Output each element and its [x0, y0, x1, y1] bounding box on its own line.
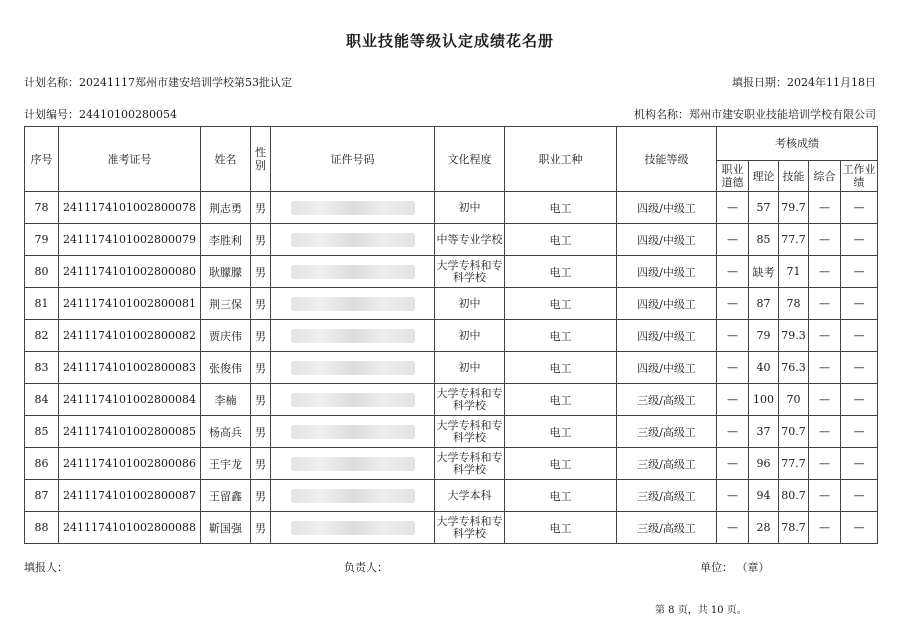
table-row: [25, 416, 878, 448]
comprehensive-cell: —: [809, 192, 841, 224]
ethics-cell: —: [717, 416, 749, 448]
gender-cell: 男: [251, 224, 271, 256]
id-cell-redacted: [271, 480, 435, 512]
gender-cell: 男: [251, 256, 271, 288]
gender-cell: 男: [251, 352, 271, 384]
skill-cell: 77.7: [779, 224, 809, 256]
level-cell: 四级/中级工: [617, 352, 717, 384]
ticket-cell: 2411174101002800079: [59, 224, 201, 256]
job-cell: 电工: [505, 192, 617, 224]
level-cell: 四级/中级工: [617, 192, 717, 224]
table-row: [25, 192, 878, 224]
table-row: [25, 448, 878, 480]
seq-cell: 81: [25, 288, 59, 320]
job-cell: 电工: [505, 256, 617, 288]
education-cell: 大学专科和专科学校: [435, 512, 505, 544]
seq-cell: 84: [25, 384, 59, 416]
work-cell: —: [841, 288, 878, 320]
level-cell: 三级/高级工: [617, 384, 717, 416]
name-cell: 王留鑫: [201, 480, 251, 512]
comprehensive-cell: —: [809, 448, 841, 480]
gender-cell: 男: [251, 320, 271, 352]
redaction-blur: [291, 521, 415, 535]
redaction-blur: [291, 233, 415, 247]
job-cell: 电工: [505, 480, 617, 512]
gender-cell: 男: [251, 448, 271, 480]
header-gender: 性别: [251, 127, 271, 192]
comprehensive-cell: —: [809, 352, 841, 384]
skill-cell: 76.3: [779, 352, 809, 384]
theory-cell: 57: [749, 192, 779, 224]
comprehensive-cell: —: [809, 384, 841, 416]
work-cell: —: [841, 480, 878, 512]
comprehensive-cell: —: [809, 480, 841, 512]
ticket-cell: 2411174101002800085: [59, 416, 201, 448]
seq-cell: 86: [25, 448, 59, 480]
seq-cell: 83: [25, 352, 59, 384]
filler-label: 填报人：: [24, 561, 68, 574]
job-cell: 电工: [505, 416, 617, 448]
comprehensive-cell: —: [809, 288, 841, 320]
job-cell: 电工: [505, 288, 617, 320]
theory-cell: 79: [749, 320, 779, 352]
level-cell: 四级/中级工: [617, 224, 717, 256]
header-ticket: 准考证号: [59, 127, 201, 192]
ticket-cell: 2411174101002800083: [59, 352, 201, 384]
ethics-cell: —: [717, 512, 749, 544]
gender-cell: 男: [251, 288, 271, 320]
header-job: 职业工种: [505, 127, 617, 192]
id-cell-redacted: [271, 224, 435, 256]
job-cell: 电工: [505, 448, 617, 480]
ticket-cell: 2411174101002800088: [59, 512, 201, 544]
seq-cell: 88: [25, 512, 59, 544]
redaction-blur: [291, 297, 415, 311]
redaction-blur: [291, 265, 415, 279]
name-cell: 耿朦朦: [201, 256, 251, 288]
name-cell: 李楠: [201, 384, 251, 416]
plan-number: 计划编号：24410100280054: [24, 108, 177, 121]
work-cell: —: [841, 256, 878, 288]
name-cell: 靳国强: [201, 512, 251, 544]
id-cell-redacted: [271, 192, 435, 224]
skill-cell: 77.7: [779, 448, 809, 480]
comprehensive-cell: —: [809, 256, 841, 288]
ethics-cell: —: [717, 352, 749, 384]
header-seq: 序号: [25, 127, 59, 192]
plan-name: 计划名称：20241117郑州市建安培训学校第53批认定: [24, 76, 292, 89]
theory-cell: 85: [749, 224, 779, 256]
table-row: [25, 384, 878, 416]
name-cell: 张俊伟: [201, 352, 251, 384]
header-scores: 考核成绩: [717, 127, 878, 161]
header-work: 工作业绩: [841, 161, 878, 192]
skill-cell: 79.3: [779, 320, 809, 352]
skill-cell: 79.7: [779, 192, 809, 224]
organization-name: 机构名称：郑州市建安职业技能培训学校有限公司: [634, 108, 876, 121]
ticket-cell: 2411174101002800078: [59, 192, 201, 224]
gender-cell: 男: [251, 480, 271, 512]
seq-cell: 87: [25, 480, 59, 512]
job-cell: 电工: [505, 512, 617, 544]
table-row: [25, 256, 878, 288]
skill-cell: 80.7: [779, 480, 809, 512]
redaction-blur: [291, 489, 415, 503]
seq-cell: 80: [25, 256, 59, 288]
redaction-blur: [291, 425, 415, 439]
id-cell-redacted: [271, 448, 435, 480]
job-cell: 电工: [505, 320, 617, 352]
name-cell: 杨高兵: [201, 416, 251, 448]
skill-cell: 78: [779, 288, 809, 320]
theory-cell: 28: [749, 512, 779, 544]
redaction-blur: [291, 201, 415, 215]
level-cell: 三级/高级工: [617, 416, 717, 448]
page-indicator: 第 8 页，共 10 页。: [655, 605, 747, 616]
education-cell: 初中: [435, 288, 505, 320]
table-row: [25, 480, 878, 512]
document-title: 职业技能等级认定成绩花名册: [345, 32, 554, 50]
job-cell: 电工: [505, 224, 617, 256]
ethics-cell: —: [717, 256, 749, 288]
level-cell: 三级/高级工: [617, 512, 717, 544]
gender-cell: 男: [251, 512, 271, 544]
education-cell: 中等专业学校: [435, 224, 505, 256]
theory-cell: 100: [749, 384, 779, 416]
work-cell: —: [841, 384, 878, 416]
job-cell: 电工: [505, 352, 617, 384]
gender-cell: 男: [251, 192, 271, 224]
gender-cell: 男: [251, 384, 271, 416]
gender-cell: 男: [251, 416, 271, 448]
level-cell: 四级/中级工: [617, 256, 717, 288]
ticket-cell: 2411174101002800081: [59, 288, 201, 320]
ethics-cell: —: [717, 384, 749, 416]
ethics-cell: —: [717, 224, 749, 256]
header-name: 姓名: [201, 127, 251, 192]
table-row: [25, 224, 878, 256]
header-skill: 技能: [779, 161, 809, 192]
header-ethics: 职业道德: [717, 161, 749, 192]
name-cell: 荆三保: [201, 288, 251, 320]
ticket-cell: 2411174101002800080: [59, 256, 201, 288]
theory-cell: 37: [749, 416, 779, 448]
header-education: 文化程度: [435, 127, 505, 192]
work-cell: —: [841, 352, 878, 384]
id-cell-redacted: [271, 512, 435, 544]
id-cell-redacted: [271, 288, 435, 320]
theory-cell: 96: [749, 448, 779, 480]
table-row: [25, 320, 878, 352]
table-row: [25, 512, 878, 544]
table-row: [25, 288, 878, 320]
name-cell: 李胜利: [201, 224, 251, 256]
theory-cell: 缺考: [749, 256, 779, 288]
id-cell-redacted: [271, 384, 435, 416]
work-cell: —: [841, 224, 878, 256]
header-comprehensive: 综合: [809, 161, 841, 192]
skill-cell: 78.7: [779, 512, 809, 544]
education-cell: 大学专科和专科学校: [435, 256, 505, 288]
owner-label: 负责人：: [344, 561, 388, 574]
seq-cell: 78: [25, 192, 59, 224]
ethics-cell: —: [717, 288, 749, 320]
education-cell: 初中: [435, 352, 505, 384]
comprehensive-cell: —: [809, 416, 841, 448]
skill-cell: 70.7: [779, 416, 809, 448]
level-cell: 四级/中级工: [617, 320, 717, 352]
name-cell: 贾庆伟: [201, 320, 251, 352]
education-cell: 大学专科和专科学校: [435, 448, 505, 480]
level-cell: 三级/高级工: [617, 480, 717, 512]
theory-cell: 40: [749, 352, 779, 384]
education-cell: 初中: [435, 320, 505, 352]
ethics-cell: —: [717, 448, 749, 480]
name-cell: 荆志勇: [201, 192, 251, 224]
work-cell: —: [841, 416, 878, 448]
comprehensive-cell: —: [809, 224, 841, 256]
education-cell: 大学专科和专科学校: [435, 416, 505, 448]
education-cell: 初中: [435, 192, 505, 224]
work-cell: —: [841, 512, 878, 544]
unit-label: 单位： （章）: [700, 561, 770, 574]
work-cell: —: [841, 192, 878, 224]
name-cell: 王宇龙: [201, 448, 251, 480]
id-cell-redacted: [271, 416, 435, 448]
job-cell: 电工: [505, 384, 617, 416]
work-cell: —: [841, 448, 878, 480]
ticket-cell: 2411174101002800082: [59, 320, 201, 352]
ethics-cell: —: [717, 192, 749, 224]
redaction-blur: [291, 393, 415, 407]
seq-cell: 79: [25, 224, 59, 256]
ethics-cell: —: [717, 480, 749, 512]
skill-cell: 70: [779, 384, 809, 416]
seq-cell: 85: [25, 416, 59, 448]
redaction-blur: [291, 329, 415, 343]
fill-date: 填报日期：2024年11月18日: [732, 76, 876, 89]
comprehensive-cell: —: [809, 320, 841, 352]
comprehensive-cell: —: [809, 512, 841, 544]
score-roster-table: [24, 126, 878, 544]
education-cell: 大学本科: [435, 480, 505, 512]
id-cell-redacted: [271, 352, 435, 384]
ticket-cell: 2411174101002800086: [59, 448, 201, 480]
table-row: [25, 352, 878, 384]
work-cell: —: [841, 320, 878, 352]
ethics-cell: —: [717, 320, 749, 352]
education-cell: 大学专科和专科学校: [435, 384, 505, 416]
skill-cell: 71: [779, 256, 809, 288]
seq-cell: 82: [25, 320, 59, 352]
header-id: 证件号码: [271, 127, 435, 192]
id-cell-redacted: [271, 256, 435, 288]
level-cell: 三级/高级工: [617, 448, 717, 480]
redaction-blur: [291, 361, 415, 375]
redaction-blur: [291, 457, 415, 471]
header-level: 技能等级: [617, 127, 717, 192]
ticket-cell: 2411174101002800087: [59, 480, 201, 512]
theory-cell: 87: [749, 288, 779, 320]
ticket-cell: 2411174101002800084: [59, 384, 201, 416]
theory-cell: 94: [749, 480, 779, 512]
header-theory: 理论: [749, 161, 779, 192]
level-cell: 四级/中级工: [617, 288, 717, 320]
id-cell-redacted: [271, 320, 435, 352]
